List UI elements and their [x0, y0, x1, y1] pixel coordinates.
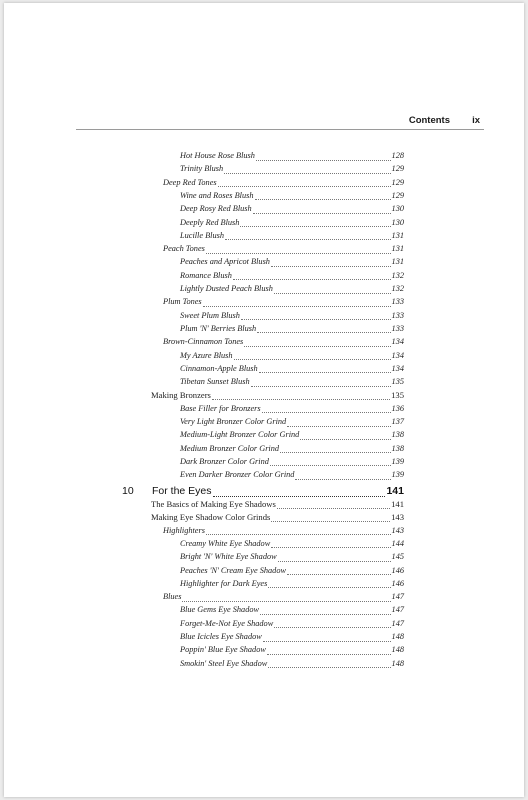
toc-entry-page: 148	[391, 645, 404, 655]
chapter-number: 10	[122, 485, 134, 497]
chapter-page-number: 141	[386, 485, 404, 497]
toc-entry-label: Cinnamon-Apple Blush	[180, 363, 258, 373]
dot-leader	[295, 471, 390, 480]
toc-entry-label: The Basics of Making Eye Shadows	[151, 499, 276, 509]
toc-entry-page: 134	[391, 337, 404, 347]
dot-leader	[271, 258, 391, 267]
toc-entry-page: 129	[391, 177, 404, 187]
toc-entry[interactable]	[180, 644, 404, 656]
toc-entry-label: Romance Blush	[180, 270, 232, 280]
toc-entry[interactable]	[180, 190, 404, 202]
dot-leader	[287, 566, 391, 575]
dot-leader	[271, 539, 390, 548]
dot-leader	[278, 553, 391, 562]
dot-leader	[259, 364, 391, 373]
dot-leader	[300, 431, 390, 440]
dot-leader	[268, 659, 390, 668]
toc-entry-label: Peaches and Apricot Blush	[180, 257, 270, 267]
toc-entry-label: Highlighters	[163, 525, 205, 535]
toc-entry[interactable]	[180, 456, 404, 468]
toc-entry-page: 132	[391, 270, 404, 280]
toc-entry[interactable]	[163, 243, 404, 255]
toc-entry[interactable]	[180, 256, 404, 268]
toc-entry[interactable]	[180, 350, 404, 362]
toc-entry-label: Deep Rosy Red Blush	[180, 204, 252, 214]
toc-entry[interactable]	[180, 578, 404, 590]
toc-entry-page: 141	[391, 499, 404, 509]
toc-entry[interactable]	[180, 551, 404, 563]
dot-leader	[244, 338, 390, 347]
dot-leader	[224, 165, 390, 174]
toc-entry-label: Making Bronzers	[151, 390, 211, 401]
toc-entry[interactable]	[180, 217, 404, 229]
toc-entry[interactable]	[180, 230, 404, 242]
toc-entry-page: 130	[391, 204, 404, 214]
toc-entry[interactable]	[163, 336, 404, 348]
toc-entry[interactable]	[151, 498, 404, 510]
toc-entry-label: Sweet Plum Blush	[180, 310, 240, 320]
dot-leader	[182, 593, 390, 602]
toc-entry[interactable]	[180, 469, 404, 481]
toc-entry[interactable]	[180, 618, 404, 630]
toc-entry[interactable]	[180, 270, 404, 282]
dot-leader	[270, 457, 391, 466]
toc-entry-page: 145	[391, 552, 404, 562]
dot-leader	[234, 351, 391, 360]
toc-entry-page: 133	[391, 310, 404, 320]
toc-entry-label: Medium-Light Bronzer Color Grind	[180, 430, 300, 440]
toc-entry[interactable]	[163, 525, 404, 537]
chapter-title: For the Eyes	[152, 485, 212, 497]
toc-entry-label: Even Darker Bronzer Color Grind	[180, 470, 295, 480]
toc-entry[interactable]	[180, 658, 404, 670]
toc-entry-label: Bright 'N' White Eye Shadow	[180, 552, 277, 562]
toc-entry-page: 139	[391, 470, 404, 480]
toc-entry-page: 138	[391, 443, 404, 453]
dot-leader	[253, 205, 391, 214]
dot-leader	[267, 646, 391, 655]
toc-entry-page: 134	[391, 350, 404, 360]
toc-entry-page: 147	[391, 605, 404, 615]
toc-entry-label: Medium Bronzer Color Grind	[180, 443, 280, 453]
dot-leader	[268, 579, 390, 588]
toc-entry-page: 143	[391, 525, 404, 535]
toc-entry-label: Brown-Cinnamon Tones	[163, 337, 244, 347]
toc-entry-page: 147	[391, 592, 404, 602]
toc-entry-page: 148	[391, 658, 404, 668]
dot-leader	[212, 391, 390, 400]
dot-leader	[260, 606, 391, 615]
toc-entry-page: 129	[391, 164, 404, 174]
toc-entry[interactable]	[180, 376, 404, 388]
dot-leader	[218, 178, 391, 187]
toc-entry[interactable]	[180, 363, 404, 375]
toc-entry-label: Blue Icicles Eye Shadow	[180, 632, 262, 641]
toc-entry-page: 132	[391, 284, 404, 293]
toc-entry[interactable]	[180, 429, 404, 441]
toc-entry-label: My Azure Blush	[180, 350, 233, 360]
toc-entry[interactable]	[180, 163, 404, 175]
toc-entry-label: Peach Tones	[163, 244, 205, 254]
toc-entry[interactable]	[180, 565, 404, 577]
dot-leader	[233, 271, 391, 280]
toc-entry-page: 134	[391, 363, 404, 373]
toc-entry-label: Plum 'N' Berries Blush	[180, 323, 257, 333]
dot-leader	[274, 619, 390, 628]
dot-leader	[256, 152, 391, 161]
toc-entry[interactable]	[180, 310, 404, 322]
dot-leader	[271, 513, 390, 522]
dot-leader	[206, 526, 391, 535]
dot-leader	[241, 311, 391, 320]
toc-entry-label: Blue Gems Eye Shadow	[180, 605, 260, 615]
toc-entry[interactable]	[180, 443, 404, 455]
toc-entry-label: Very Light Bronzer Color Grind	[180, 417, 287, 426]
dot-leader	[240, 218, 390, 227]
toc-entry-page: 146	[391, 578, 404, 588]
toc-entry-page: 131	[391, 230, 404, 240]
dot-leader	[274, 285, 391, 294]
book-page	[4, 3, 524, 797]
toc-entry-page: 133	[391, 297, 404, 307]
toc-entry[interactable]	[163, 296, 404, 308]
toc-entry-page: 138	[391, 430, 404, 440]
toc-entry[interactable]	[180, 416, 404, 428]
toc-entry[interactable]	[163, 177, 404, 189]
toc-entry-label: Tibetan Sunset Blush	[180, 377, 250, 387]
toc-entry-page: 143	[391, 512, 404, 523]
toc-entry-label: Forget-Me-Not Eye Shadow	[180, 618, 274, 628]
toc-entry-label: Blues	[163, 592, 182, 602]
dot-leader	[213, 487, 386, 497]
toc-entry-label: Making Eye Shadow Color Grinds	[151, 512, 271, 523]
toc-entry-page: 148	[391, 632, 404, 641]
toc-entry-label: Trinity Blush	[180, 164, 224, 174]
toc-entry-label: Creamy White Eye Shadow	[180, 538, 271, 548]
toc-entry-page: 137	[391, 417, 404, 426]
dot-leader	[255, 191, 391, 200]
dot-leader	[225, 231, 391, 240]
toc-entry-label: Plum Tones	[163, 297, 202, 307]
toc-entry[interactable]	[180, 323, 404, 335]
toc-entry-label: Smokin' Steel Eye Shadow	[180, 658, 268, 668]
toc-entry[interactable]	[180, 150, 404, 162]
toc-entry-page: 131	[391, 257, 404, 267]
toc-entry-label: Lucille Blush	[180, 230, 225, 240]
toc-entry[interactable]	[151, 389, 404, 401]
toc-entry-page: 147	[391, 618, 404, 628]
toc-entry-page: 146	[391, 565, 404, 575]
dot-leader	[257, 324, 390, 333]
toc-entry-page: 130	[391, 217, 404, 227]
toc-entry-label: Highlighter for Dark Eyes	[180, 578, 268, 588]
toc-entry[interactable]	[180, 403, 404, 415]
toc-entry-page: 128	[391, 151, 404, 160]
running-header	[76, 113, 484, 130]
dot-leader	[287, 418, 390, 427]
chapter-heading	[122, 485, 404, 499]
toc-entry[interactable]	[180, 604, 404, 616]
dot-leader	[262, 404, 391, 413]
toc-entry-label: Dark Bronzer Color Grind	[180, 456, 269, 466]
toc-entry-page: 135	[391, 377, 404, 387]
header-title: Contents	[408, 115, 450, 126]
dot-leader	[251, 378, 391, 387]
toc-entry[interactable]	[180, 631, 404, 643]
toc-entry-page: 139	[391, 456, 404, 466]
toc-entry-label: Wine and Roses Blush	[180, 190, 254, 200]
toc-entry-page: 131	[391, 244, 404, 254]
toc-entry-page: 136	[391, 403, 404, 413]
header-page-number: ix	[472, 115, 480, 126]
toc-entry[interactable]	[163, 591, 404, 603]
toc-entry-page: 129	[391, 190, 404, 200]
toc-entry-label: Deep Red Tones	[163, 177, 217, 187]
dot-leader	[206, 245, 391, 254]
toc-entry-page: 144	[391, 538, 404, 548]
toc-entry[interactable]	[180, 283, 404, 295]
toc-entry-label: Poppin' Blue Eye Shadow	[180, 645, 266, 655]
toc-entry-label: Peaches 'N' Cream Eye Shadow	[180, 565, 287, 575]
toc-entry[interactable]	[180, 203, 404, 215]
toc-entry[interactable]	[151, 511, 404, 523]
dot-leader	[263, 633, 391, 642]
toc-entry-label: Hot House Rose Blush	[180, 151, 255, 160]
dot-leader	[280, 444, 391, 453]
toc-entry-label: Base Filler for Bronzers	[180, 403, 261, 413]
toc-entry-page: 135	[391, 390, 404, 401]
toc-entry[interactable]	[180, 538, 404, 550]
dot-leader	[203, 298, 391, 307]
dot-leader	[277, 500, 390, 509]
toc-entry-label: Deeply Red Blush	[180, 217, 240, 227]
toc-entry-page: 133	[391, 323, 404, 333]
toc-entry-label: Lightly Dusted Peach Blush	[180, 284, 273, 293]
